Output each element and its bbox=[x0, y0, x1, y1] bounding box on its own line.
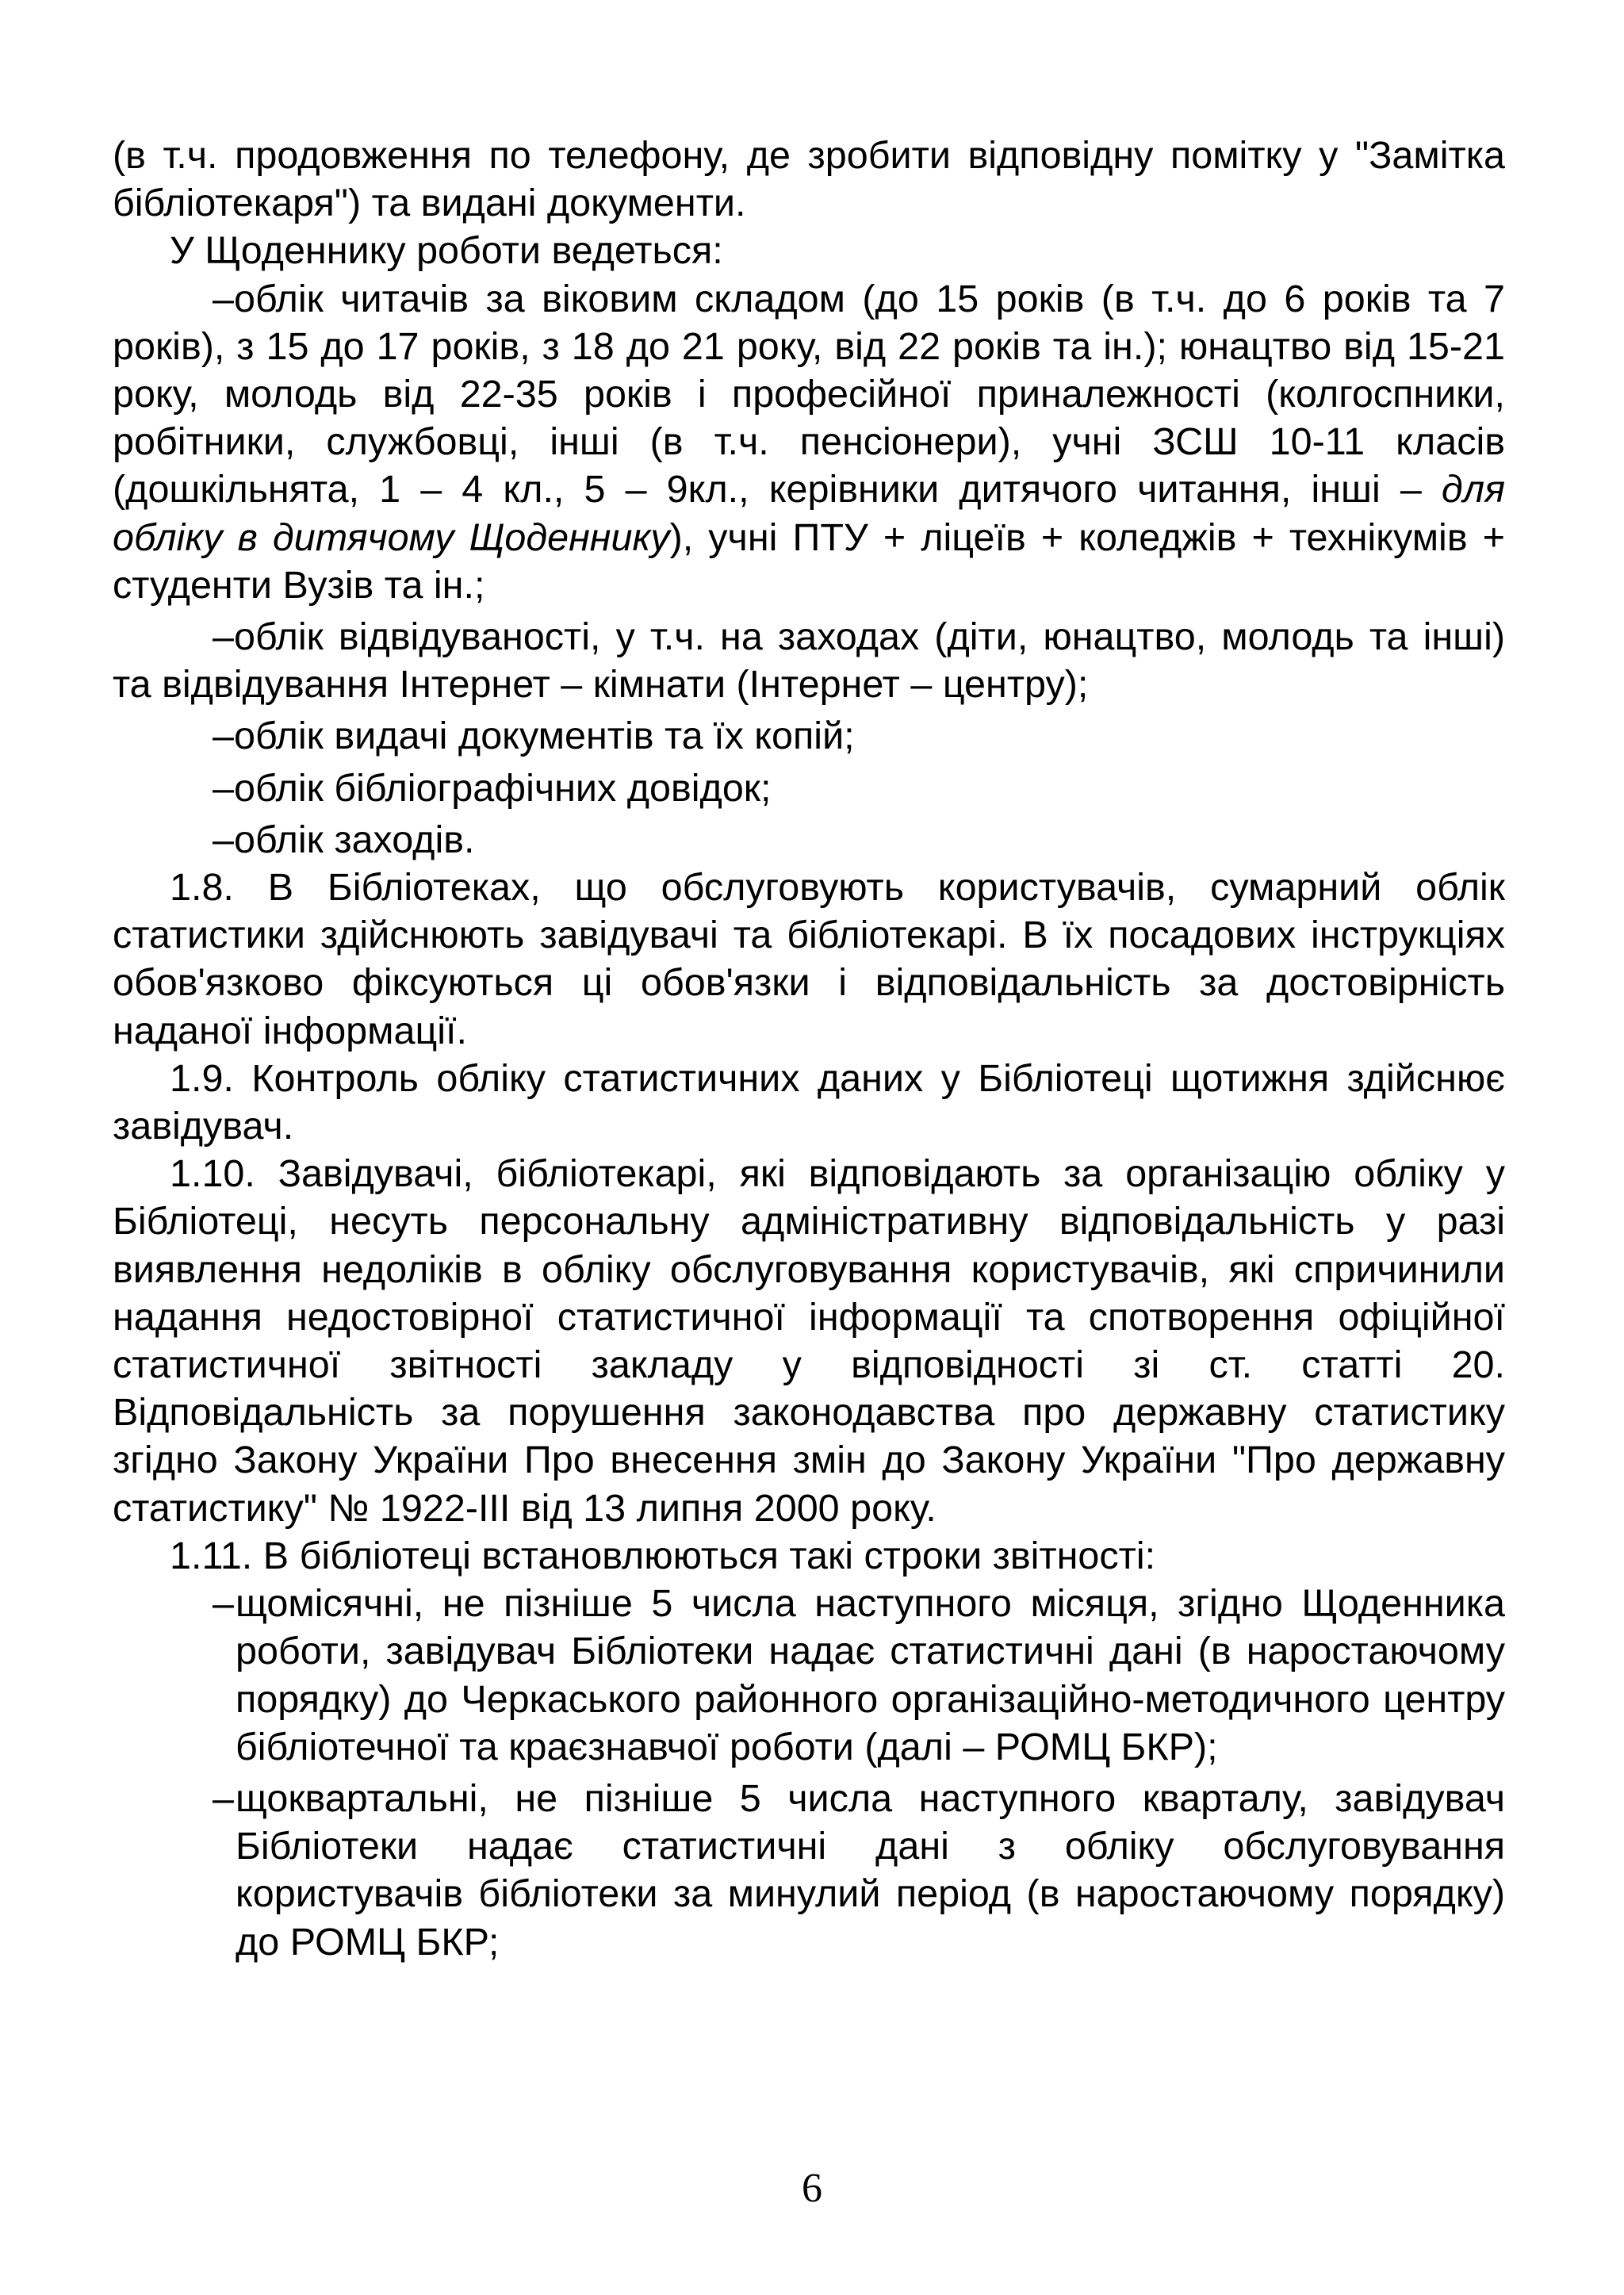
list-dash: – bbox=[213, 1776, 234, 1820]
paragraph-1-10: 1.10. Завідувачі, бібліотекарі, які відповідають за організацію обліку у Бібліотеці, несуть персональну адміністративну відповідальність у разі виявлення недоліків в обліку обслуговування користувачів, які спричинили надання недостовірної статистичної інформації та спотворення офіційної статистичної звітності закладу у відповідності зі ст. статті 20. Відповідальність за порушення законодавства про державну статистику згідно Закону України Про внесення змін до Закону України "Про державну статистику" № 1922-ІІІ від 13 липня 2000 року. bbox=[113, 1152, 1505, 1530]
list-item-references bbox=[113, 764, 1505, 812]
list-item-monthly-text: щомісячні, не пізніше 5 числа наступного місяця, згідно Щоденника роботи, завідувач Бібліотеки надає статистичні дані (в наростаючому порядку) до Черкаського районного організаційно-методичного центру бібліотечної та краєзнавчої роботи (далі – РОМЦ БКР); bbox=[236, 1582, 1505, 1768]
list-item-readers-text: облік читачів за віковим складом (до 15 років (в т.ч. до 6 років та 7 років), з 15 до 17 років, з 18 до 21 року, від 22 років та ін.); юнацтво від 15-21 року, молодь від 22-35 років і професійної приналежності (колгоспники, робітники, службовці, інші (в т.ч. пенсіонери), учні ЗСШ 10-11 класів (дошкільнята, 1 – 4 кл., 5 – 9кл., керівники дитячого читання, інші – bbox=[113, 277, 1505, 511]
list-item-monthly-reports bbox=[113, 1580, 1505, 1771]
list-item-attendance-text: облік відвідуваності, у т.ч. на заходах (діти, юнацтво, молодь та інші) та відвідування Інтернет – кімнати (Інтернет – центру); bbox=[113, 615, 1505, 707]
list-item-readers-italic: для обліку в дитячому Щоденнику bbox=[113, 468, 1505, 559]
list-item-quarterly-text: щоквартальні, не пізніше 5 числа наступного кварталу, завідувач Бібліотеки надає статистичні дані з обліку обслуговування користувачів бібліотеки за минулий період (в наростаючому порядку) до РОМЦ БКР; bbox=[236, 1776, 1505, 1964]
list-dash: – bbox=[213, 715, 234, 758]
list-item-events bbox=[113, 816, 1505, 864]
list-item-quarterly-reports bbox=[113, 1775, 1505, 1966]
paragraph-1-9: 1.9. Контроль обліку статистичних даних у Бібліотеці щотижня здійснює завідувач. bbox=[113, 1056, 1505, 1148]
paragraph-continuation: (в т.ч. продовження по телефону, де зробити відповідну помітку у "Замітка бібліотекаря") та видані документи. bbox=[113, 134, 1505, 225]
paragraph-diary-intro: У Щоденнику роботи ведеться: bbox=[170, 229, 723, 273]
list-item-readers-accounting bbox=[113, 275, 1505, 609]
list-dash: – bbox=[213, 766, 234, 810]
paragraph-1-8: 1.8. В Бібліотеках, що обслуговують користувачів, сумарний облік статистики здійснюють завідувачі та бібліотекарі. В їх посадових інструкціях обов'язково фіксуються ці обов'язки і відповідальність за достовірність наданої інформації. bbox=[113, 866, 1505, 1052]
document-body bbox=[113, 132, 1505, 1966]
paragraph-1-11: 1.11. В бібліотеці встановлюються такі строки звітності: bbox=[170, 1534, 1156, 1577]
list-item-readers-tail: ), учні ПТУ + ліцеїв + коледжів + технікумів + студенти Вузів та ін.; bbox=[113, 515, 1506, 607]
list-item-attendance bbox=[113, 613, 1505, 708]
list-item-events-text: облік заходів. bbox=[233, 818, 475, 861]
list-item-references-text: облік бібліографічних довідок; bbox=[233, 766, 772, 810]
list-dash: – bbox=[213, 277, 234, 320]
list-dash: – bbox=[213, 1582, 234, 1626]
list-dash: – bbox=[213, 818, 234, 861]
list-item-issuance-text: облік видачі документів та їх копій; bbox=[233, 715, 855, 758]
list-dash: – bbox=[213, 615, 234, 659]
list-item-issuance bbox=[113, 712, 1505, 760]
page-number: 6 bbox=[802, 2166, 822, 2211]
